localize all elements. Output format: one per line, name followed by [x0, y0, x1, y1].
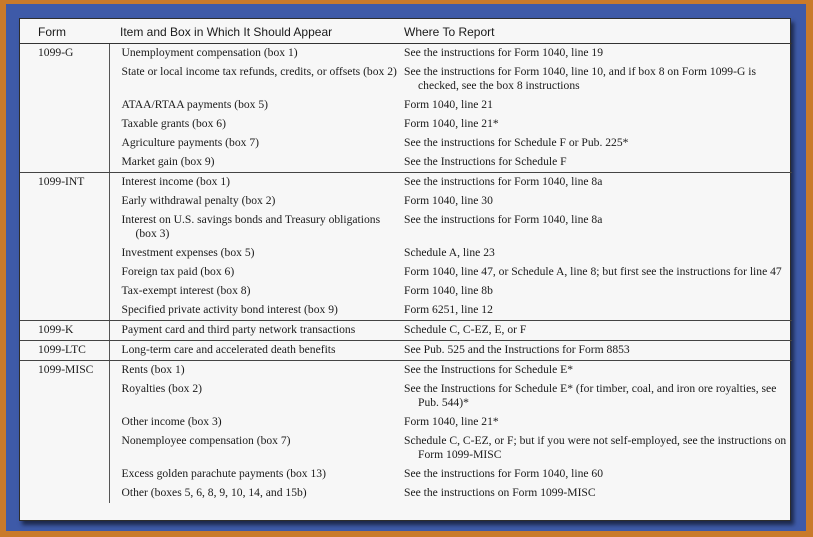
where-to-report-cell [397, 282, 792, 301]
where-to-report-cell [397, 361, 792, 381]
item-cell [109, 321, 397, 341]
form-name-cell-empty [20, 134, 109, 153]
where-to-report-cell [397, 192, 792, 211]
where-to-report-text: See the Instructions for Schedule E* (for timber, coal, and iron ore royalties, see Pub. 544)* [404, 382, 777, 409]
form-name-cell-empty [20, 282, 109, 301]
where-to-report-text: See the instructions for Form 1040, line 8a [404, 175, 603, 188]
form-name-cell-empty [20, 63, 109, 96]
item-text: Royalties (box 2) [121, 382, 202, 395]
where-to-report-text: See the Instructions for Schedule F [404, 155, 567, 168]
table-row [20, 96, 792, 115]
where-to-report-cell [397, 465, 792, 484]
table-row [20, 380, 792, 413]
form-name-cell: 1099-MISC [20, 361, 109, 381]
item-text: Market gain (box 9) [121, 155, 215, 168]
table-row [20, 192, 792, 211]
item-text: Interest income (box 1) [121, 175, 230, 188]
where-to-report-text: Form 1040, line 21* [404, 415, 499, 428]
form-name-cell-empty [20, 153, 109, 173]
where-to-report-cell [397, 484, 792, 503]
table-row [20, 244, 792, 263]
where-to-report-text: See the instructions for Form 1040, line 10, and if box 8 on Form 1099-G is checked, see the box 8 instructions [404, 65, 756, 92]
header-item-and-box: Item and Box in Which It Should Appear [109, 19, 397, 44]
where-to-report-text: See Pub. 525 and the Instructions for Form 8853 [404, 343, 630, 356]
where-to-report-text: See the instructions for Form 1040, line 60 [404, 467, 604, 480]
form-name-cell-empty [20, 263, 109, 282]
item-text: Specified private activity bond interest (box 9) [121, 303, 338, 316]
item-cell [109, 44, 397, 64]
table-row [20, 301, 792, 321]
item-cell [109, 282, 397, 301]
where-to-report-text: Schedule C, C-EZ, or F; but if you were not self-employed, see the instructions on Form 1099-MISC [404, 434, 787, 461]
item-text: Long-term care and accelerated death benefits [121, 343, 336, 356]
item-text: State or local income tax refunds, credits, or offsets (box 2) [121, 65, 397, 78]
item-text: Nonemployee compensation (box 7) [121, 434, 291, 447]
item-cell [109, 263, 397, 282]
form-name-cell-empty [20, 413, 109, 432]
where-to-report-text: Form 1040, line 30 [404, 194, 493, 207]
item-cell [109, 134, 397, 153]
where-to-report-text: Form 1040, line 47, or Schedule A, line 8; but first see the instructions for line 47 [404, 265, 782, 278]
where-to-report-text: See the instructions on Form 1099-MISC [404, 486, 596, 499]
table-row [20, 413, 792, 432]
form-name-cell-empty [20, 465, 109, 484]
table-row [20, 361, 792, 381]
table-row [20, 44, 792, 64]
document-page [19, 18, 791, 521]
table-row [20, 153, 792, 173]
table-row [20, 432, 792, 465]
form-name-cell-empty [20, 115, 109, 134]
where-to-report-table [20, 19, 792, 503]
where-to-report-cell [397, 173, 792, 193]
where-to-report-text: Schedule C, C-EZ, E, or F [404, 323, 527, 336]
where-to-report-cell [397, 380, 792, 413]
where-to-report-cell [397, 432, 792, 465]
table-row [20, 282, 792, 301]
where-to-report-cell [397, 244, 792, 263]
item-text: Unemployment compensation (box 1) [121, 46, 298, 59]
item-cell [109, 341, 397, 361]
item-cell [109, 192, 397, 211]
where-to-report-cell [397, 341, 792, 361]
form-name-cell: 1099-LTC [20, 341, 109, 361]
form-name-cell-empty [20, 96, 109, 115]
item-cell [109, 413, 397, 432]
table-row [20, 321, 792, 341]
table-row [20, 341, 792, 361]
header-where-to-report: Where To Report [397, 19, 792, 44]
item-cell [109, 63, 397, 96]
header-form: Form [20, 19, 109, 44]
item-text: Agriculture payments (box 7) [121, 136, 259, 149]
table-row [20, 173, 792, 193]
table-row [20, 63, 792, 96]
where-to-report-cell [397, 211, 792, 244]
item-text: Investment expenses (box 5) [121, 246, 255, 259]
table-row [20, 484, 792, 503]
item-cell [109, 380, 397, 413]
where-to-report-text: See the instructions for Form 1040, line 19 [404, 46, 604, 59]
where-to-report-cell [397, 115, 792, 134]
where-to-report-text: Form 1040, line 21 [404, 98, 493, 111]
item-text: Interest on U.S. savings bonds and Treasury obligations (box 3) [121, 213, 381, 240]
item-cell [109, 173, 397, 193]
form-name-cell-empty [20, 192, 109, 211]
where-to-report-text: Form 6251, line 12 [404, 303, 493, 316]
item-cell [109, 211, 397, 244]
item-text: Rents (box 1) [121, 363, 185, 376]
form-name-cell-empty [20, 244, 109, 263]
form-name-cell-empty [20, 432, 109, 465]
where-to-report-text: See the instructions for Form 1040, line 8a [404, 213, 603, 226]
table-row [20, 465, 792, 484]
where-to-report-cell [397, 134, 792, 153]
item-text: Taxable grants (box 6) [121, 117, 226, 130]
item-cell [109, 115, 397, 134]
form-name-cell-empty [20, 211, 109, 244]
where-to-report-text: Form 1040, line 8b [404, 284, 493, 297]
item-cell [109, 465, 397, 484]
table-body [20, 44, 792, 504]
form-name-cell: 1099-G [20, 44, 109, 64]
header-row [20, 19, 792, 44]
item-text: ATAA/RTAA payments (box 5) [121, 98, 269, 111]
form-name-cell: 1099-K [20, 321, 109, 341]
where-to-report-cell [397, 301, 792, 321]
form-name-cell: 1099-INT [20, 173, 109, 193]
item-text: Payment card and third party network transactions [121, 323, 356, 336]
item-cell [109, 244, 397, 263]
item-cell [109, 432, 397, 465]
where-to-report-cell [397, 413, 792, 432]
table-row [20, 134, 792, 153]
item-cell [109, 153, 397, 173]
item-text: Tax-exempt interest (box 8) [121, 284, 251, 297]
where-to-report-text: Form 1040, line 21* [404, 117, 499, 130]
where-to-report-cell [397, 96, 792, 115]
where-to-report-text: See the instructions for Schedule F or Pub. 225* [404, 136, 629, 149]
table-row [20, 211, 792, 244]
where-to-report-text: Schedule A, line 23 [404, 246, 495, 259]
where-to-report-cell [397, 44, 792, 64]
where-to-report-text: See the Instructions for Schedule E* [404, 363, 574, 376]
item-text: Excess golden parachute payments (box 13) [121, 467, 326, 480]
form-name-cell-empty [20, 301, 109, 321]
table-row [20, 115, 792, 134]
form-name-cell-empty [20, 380, 109, 413]
item-text: Other income (box 3) [121, 415, 222, 428]
item-text: Early withdrawal penalty (box 2) [121, 194, 276, 207]
form-name-cell-empty [20, 484, 109, 503]
where-to-report-cell [397, 321, 792, 341]
item-text: Other (boxes 5, 6, 8, 9, 10, 14, and 15b) [121, 486, 307, 499]
table-row [20, 263, 792, 282]
where-to-report-cell [397, 263, 792, 282]
where-to-report-cell [397, 63, 792, 96]
item-cell [109, 484, 397, 503]
item-cell [109, 301, 397, 321]
where-to-report-cell [397, 153, 792, 173]
item-cell [109, 96, 397, 115]
item-cell [109, 361, 397, 381]
item-text: Foreign tax paid (box 6) [121, 265, 235, 278]
